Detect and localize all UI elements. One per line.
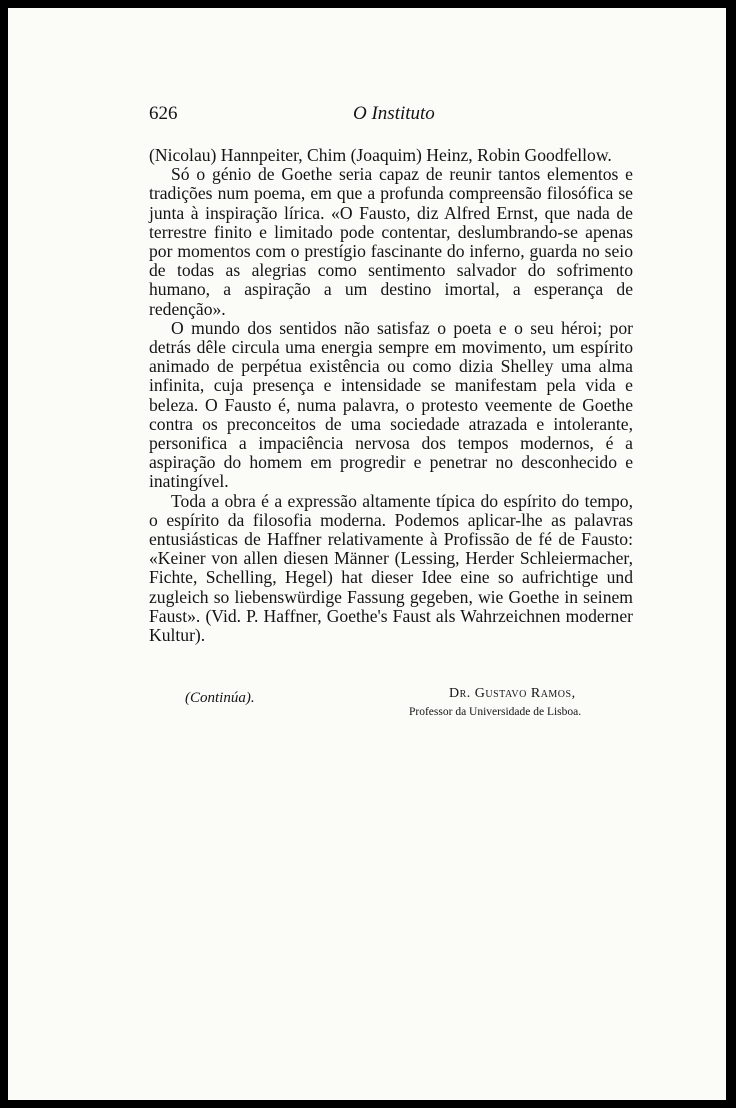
page-header xyxy=(149,103,629,129)
paragraph-goethe-genius: Só o génio de Goethe seria capaz de reunir tantos elementos e tradições num poema, em que a profunda compreensão filosófica se junta à inspiração lírica. «O Fausto, diz Alfred Ernst, que nada de terrestre finito e limitado pode contentar, deslumbrando-se apenas por momentos com o prestígio fascinante do inferno, guarda no seio de todas as alegrias como sentimento salvador do sofrimento humano, a aspiração a um destino imortal, a esperança de redenção». xyxy=(149,164,633,319)
page-number: 626 xyxy=(149,103,178,124)
author-name: Dr. Gustavo Ramos, xyxy=(449,686,576,701)
running-title: O Instituto xyxy=(353,103,435,124)
paragraph-continuation: (Nicolau) Hannpeiter, Chim (Joaquim) Heinz, Robin Goodfellow. xyxy=(149,145,612,165)
signature-block xyxy=(149,686,633,726)
author-affiliation: Professor da Universidade de Lisboa. xyxy=(409,706,582,718)
paragraph-modern-philosophy: Toda a obra é a expressão altamente típica do espírito do tempo, o espírito da filosofia moderna. Podemos aplicar-lhe as palavras entusiásticas de Haffner relativamente à Profissão de fé de Fausto: «Keiner von allen diesen Männer (Lessing, Herder Schleiermacher, Fichte, Schelling, Hegel) hat dieser Idee eine so aufrichtige und zugleich so liebenswürdige Fassung gegeben, wie Goethe in seinem Faust». (Vid. P. Haffner, Goethe's Faust als Wahrzeichnen moderner Kultur). xyxy=(149,490,633,646)
body-text xyxy=(149,146,633,645)
document-page xyxy=(8,8,726,1100)
paragraph-world-of-senses: O mundo dos sentidos não satisfaz o poeta e o seu héroi; por detrás dêle circula uma energia sempre em movimento, um espírito animado de perpétua existência ou como dizia Shelley uma alma infinita, cuja presença e intensidade se manifestam pela vida e beleza. O Fausto é, numa palavra, o protesto veemente de Goethe contra os preconceitos de uma sociedade atrazada e intolerante, personifica a impaciência nervosa dos tempos modernos, é a aspiração do homem em progredir e penetrar no desconhecido e inatingível. xyxy=(149,317,633,492)
continua-note: (Continúa). xyxy=(185,690,255,706)
